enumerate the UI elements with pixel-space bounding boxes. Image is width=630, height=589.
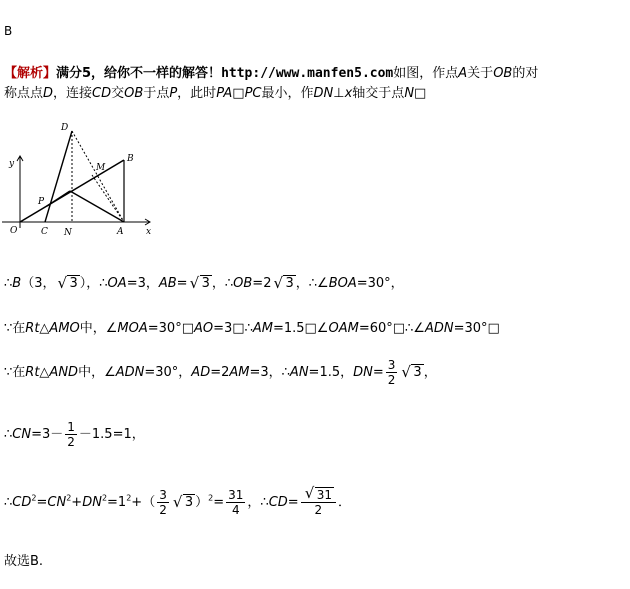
step-text: =3□∴ bbox=[213, 321, 253, 336]
step-text: = bbox=[372, 365, 384, 380]
segment-label: OB bbox=[493, 66, 513, 81]
analysis-text: 的对 bbox=[512, 66, 539, 81]
step-text: =1.5□∠ bbox=[272, 321, 329, 336]
step-text: Rt bbox=[25, 365, 40, 380]
segment-label: AN bbox=[289, 365, 309, 380]
fraction: $\frac{3}{2}$ bbox=[159, 488, 167, 517]
step-text: = bbox=[36, 495, 48, 510]
segment-label: PC bbox=[244, 86, 262, 101]
analysis-text: 如图，作点 bbox=[393, 66, 459, 81]
step-3 bbox=[4, 358, 437, 387]
segment-label: AB bbox=[158, 276, 177, 291]
step-text: ∴ bbox=[4, 276, 13, 291]
step-text: ∴ bbox=[4, 495, 13, 510]
segment-label: PA bbox=[216, 86, 233, 101]
analysis-text: □ bbox=[232, 86, 245, 101]
step-text: =30°□ bbox=[147, 321, 194, 336]
segment-label: DN bbox=[313, 86, 334, 101]
segment-pa bbox=[47, 191, 70, 206]
segment-label: CD bbox=[268, 495, 288, 510]
step-text: =1.5， bbox=[308, 365, 354, 380]
analysis-line-2 bbox=[4, 82, 426, 101]
triangle-symbol: △ bbox=[39, 321, 50, 336]
geometry-figure bbox=[0, 118, 170, 242]
step-text: =30°， bbox=[144, 365, 192, 380]
step-text: Rt bbox=[25, 321, 40, 336]
exponent: 2 bbox=[208, 493, 214, 503]
analysis-text: ，此时 bbox=[177, 86, 217, 101]
analysis-url: http://www.manfen5.com bbox=[221, 66, 394, 81]
exponent: 2 bbox=[66, 493, 72, 503]
triangle-label: AMO bbox=[49, 321, 80, 336]
segment-label: OB bbox=[124, 86, 144, 101]
step-text: =2 bbox=[252, 276, 272, 291]
sqrt-expression: √ 3 bbox=[401, 363, 422, 381]
step-text: =3， bbox=[126, 276, 159, 291]
sqrt-expression: √ 3 bbox=[172, 493, 194, 511]
analysis-text: 交 bbox=[111, 86, 125, 101]
step-1 bbox=[4, 272, 404, 291]
step-5 bbox=[4, 484, 351, 517]
sqrt-expression: √ 31 bbox=[304, 484, 332, 502]
triangle-label: AND bbox=[49, 365, 79, 380]
step-text: （3， bbox=[21, 276, 56, 291]
analysis-text: 轴交于点 bbox=[352, 86, 405, 101]
answer-letter: B bbox=[4, 24, 13, 38]
label-y: y bbox=[9, 159, 15, 169]
step-text: 中，∠ bbox=[79, 321, 118, 336]
label-d: D bbox=[61, 123, 69, 133]
sqrt-expression: √ 3 bbox=[189, 274, 210, 292]
segment-label: CD bbox=[12, 495, 32, 510]
segment-label: AM bbox=[229, 365, 250, 380]
exponent: 2 bbox=[126, 493, 132, 503]
analysis-text: 关于 bbox=[467, 66, 494, 81]
label-m: M bbox=[96, 163, 106, 173]
label-n: N bbox=[64, 228, 72, 238]
step-text: =2 bbox=[210, 365, 230, 380]
segment-label: AM bbox=[252, 321, 273, 336]
conclusion: 故选B. bbox=[4, 554, 44, 569]
label-b: B bbox=[127, 154, 134, 164]
step-2 bbox=[4, 317, 500, 336]
step-4 bbox=[4, 420, 145, 449]
label-x: x bbox=[146, 227, 152, 237]
analysis-text: 最小，作 bbox=[261, 86, 314, 101]
analysis-tag: 【解析】 bbox=[4, 66, 57, 81]
segment-label: AD bbox=[191, 365, 211, 380]
analysis-score: 满分5，给你不一样的解答！ bbox=[56, 66, 222, 81]
step-text: = bbox=[213, 495, 225, 510]
segment-ma bbox=[70, 191, 124, 222]
segment-label: OB bbox=[233, 276, 253, 291]
label-p: P bbox=[38, 197, 45, 207]
step-text: ， bbox=[423, 365, 437, 380]
step-text: ），∴ bbox=[79, 276, 108, 291]
sqrt-expression: √ 3 bbox=[273, 274, 294, 292]
angle-label: ADN bbox=[115, 365, 145, 380]
segment-label: OA bbox=[107, 276, 127, 291]
label-a: A bbox=[117, 227, 124, 237]
step-text: = bbox=[176, 276, 188, 291]
perp-symbol: ⊥ bbox=[333, 86, 345, 101]
angle-label: MOA bbox=[117, 321, 148, 336]
segment-da-dashed bbox=[72, 131, 124, 222]
step-text: ∵在 bbox=[4, 365, 26, 380]
step-text: =3－ bbox=[31, 427, 64, 442]
analysis-line-1 bbox=[4, 62, 538, 81]
step-text: ） bbox=[195, 495, 209, 510]
angle-label: OAM bbox=[328, 321, 359, 336]
segment-label: CN bbox=[47, 495, 67, 510]
step-text: +（ bbox=[131, 495, 156, 510]
segment-label: DN bbox=[82, 495, 102, 510]
fraction: $\frac{3}{2}$ bbox=[387, 358, 396, 387]
step-text: ∴ bbox=[4, 427, 13, 442]
triangle-symbol: △ bbox=[39, 365, 50, 380]
point-label: B bbox=[12, 276, 22, 291]
step-text: =60°□∴∠ bbox=[358, 321, 425, 336]
step-text: ． bbox=[337, 495, 351, 510]
angle-label: ADN bbox=[424, 321, 454, 336]
step-text: ，∴∠ bbox=[295, 276, 329, 291]
sqrt-expression: √ 3 bbox=[57, 274, 78, 292]
step-text: －1.5=1， bbox=[78, 427, 145, 442]
fraction: √ 31 2 bbox=[301, 488, 336, 517]
exponent: 2 bbox=[101, 493, 108, 503]
exponent: 2 bbox=[31, 493, 37, 503]
segment-cd bbox=[45, 131, 72, 222]
axis-label: x bbox=[344, 86, 353, 101]
analysis-text: □ bbox=[414, 86, 427, 101]
step-text: =30°□ bbox=[453, 321, 500, 336]
step-text: =1 bbox=[107, 495, 127, 510]
step-text: ∵在 bbox=[4, 321, 26, 336]
point-label: A bbox=[458, 66, 468, 81]
analysis-text: 于点 bbox=[143, 86, 170, 101]
point-label: D bbox=[43, 86, 54, 101]
label-c: C bbox=[41, 227, 48, 237]
step-text: =30°， bbox=[356, 276, 404, 291]
fraction: $\frac{31}{4}$ bbox=[228, 488, 244, 517]
step-text: + bbox=[71, 495, 83, 510]
segment-label: DN bbox=[353, 365, 373, 380]
angle-label: BOA bbox=[328, 276, 357, 291]
segment-label: CN bbox=[12, 427, 32, 442]
analysis-text: 称点点 bbox=[4, 86, 44, 101]
segment-am-dashed bbox=[92, 175, 124, 222]
label-o: O bbox=[10, 226, 18, 236]
segment-label: AO bbox=[193, 321, 214, 336]
step-text: 中，∠ bbox=[78, 365, 116, 380]
analysis-text: ，连接 bbox=[53, 86, 93, 101]
fraction: $\frac{1}{2}$ bbox=[67, 420, 75, 449]
step-text: = bbox=[287, 495, 299, 510]
step-text: =3，∴ bbox=[249, 365, 290, 380]
step-text: ，∴ bbox=[247, 495, 269, 510]
step-text: ，∴ bbox=[211, 276, 234, 291]
point-label: P bbox=[169, 86, 178, 101]
segment-label: CD bbox=[92, 86, 112, 101]
point-label: N bbox=[404, 86, 415, 101]
